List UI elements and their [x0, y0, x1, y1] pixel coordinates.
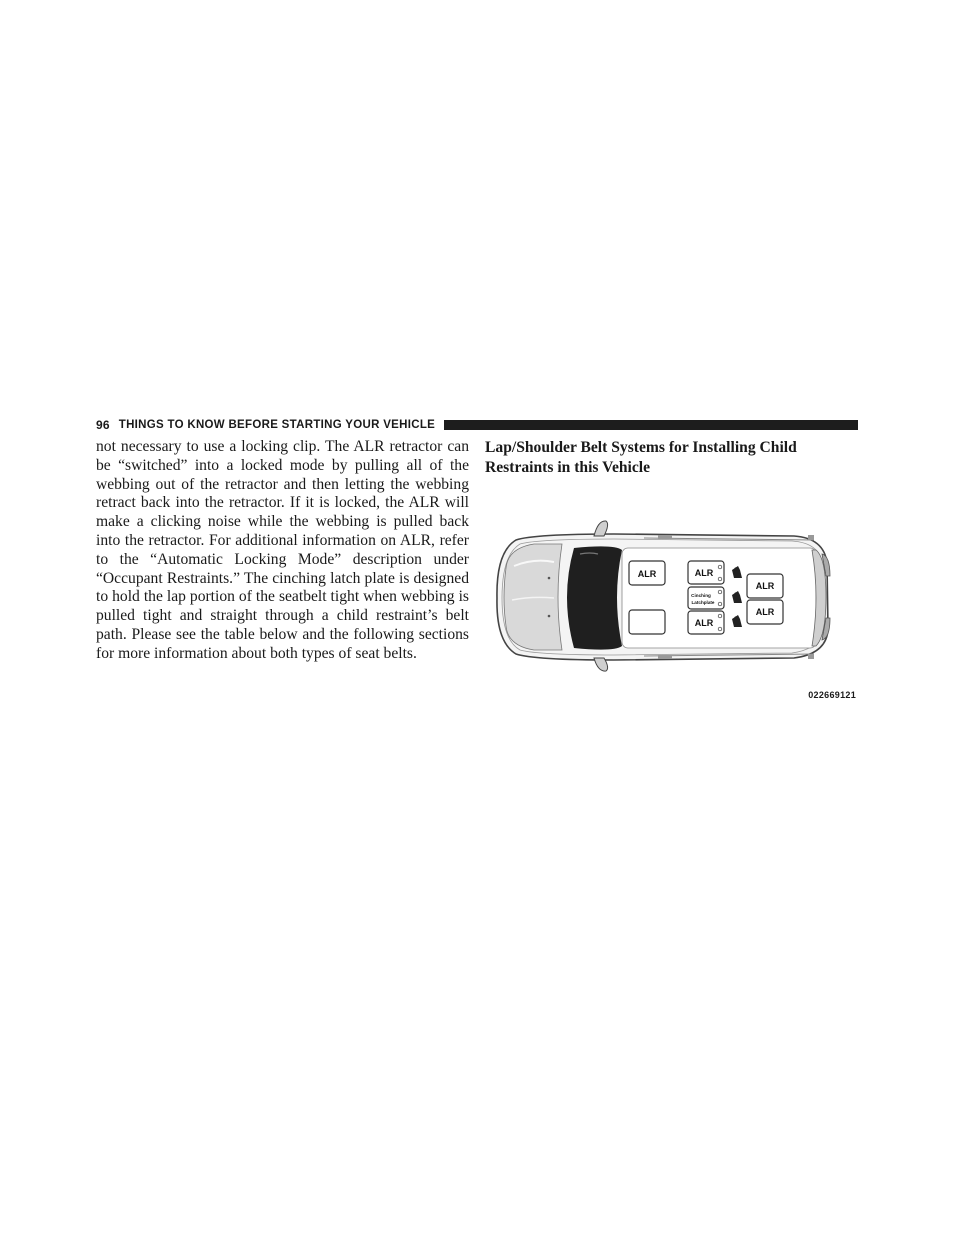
section-heading: Lap/Shoulder Belt Systems for Installing Child Restraints in this Vehicle [485, 439, 797, 476]
svg-text:Latchplate: Latchplate [691, 600, 715, 605]
mirror-top [594, 521, 608, 536]
vehicle-seat-diagram [494, 518, 840, 676]
header-rule [444, 420, 858, 430]
front-passenger-label: ALR [637, 569, 657, 579]
page-number: 96 [96, 418, 110, 432]
section-title: THINGS TO KNOW BEFORE STARTING YOUR VEHICLE [118, 419, 436, 431]
svg-text:ALR: ALR [755, 581, 775, 591]
windshield [567, 546, 622, 649]
second-row-center-seat [688, 587, 724, 609]
driver-seat [629, 610, 665, 634]
body-paragraph: not necessary to use a locking clip. The ALR retractor can be “switched” into a locked mode by pulling all of the webbing out of the retractor and then letting the webbing retract back into the retractor. If it is locked, the ALR will make a clicking noise while the webbing is pulled back into the retractor. For additional information on ALR, refer to the “Automatic Locking Mode” description under “Occupant Restraints.” The cinching latch plate is designed to hold the lap portion of the seatbelt tight when webbing is pulled tight and straight through a child restraint’s belt path. Please see the table below and the following sections for more information about both types of seat belts. [96, 438, 469, 662]
page-header [96, 418, 858, 432]
mirror-bottom [594, 658, 608, 671]
svg-text:ALR: ALR [694, 568, 714, 578]
figure-id: 022669121 [808, 690, 856, 700]
svg-text:ALR: ALR [755, 607, 775, 617]
svg-text:Cinching: Cinching [691, 593, 711, 598]
svg-text:ALR: ALR [694, 618, 714, 628]
